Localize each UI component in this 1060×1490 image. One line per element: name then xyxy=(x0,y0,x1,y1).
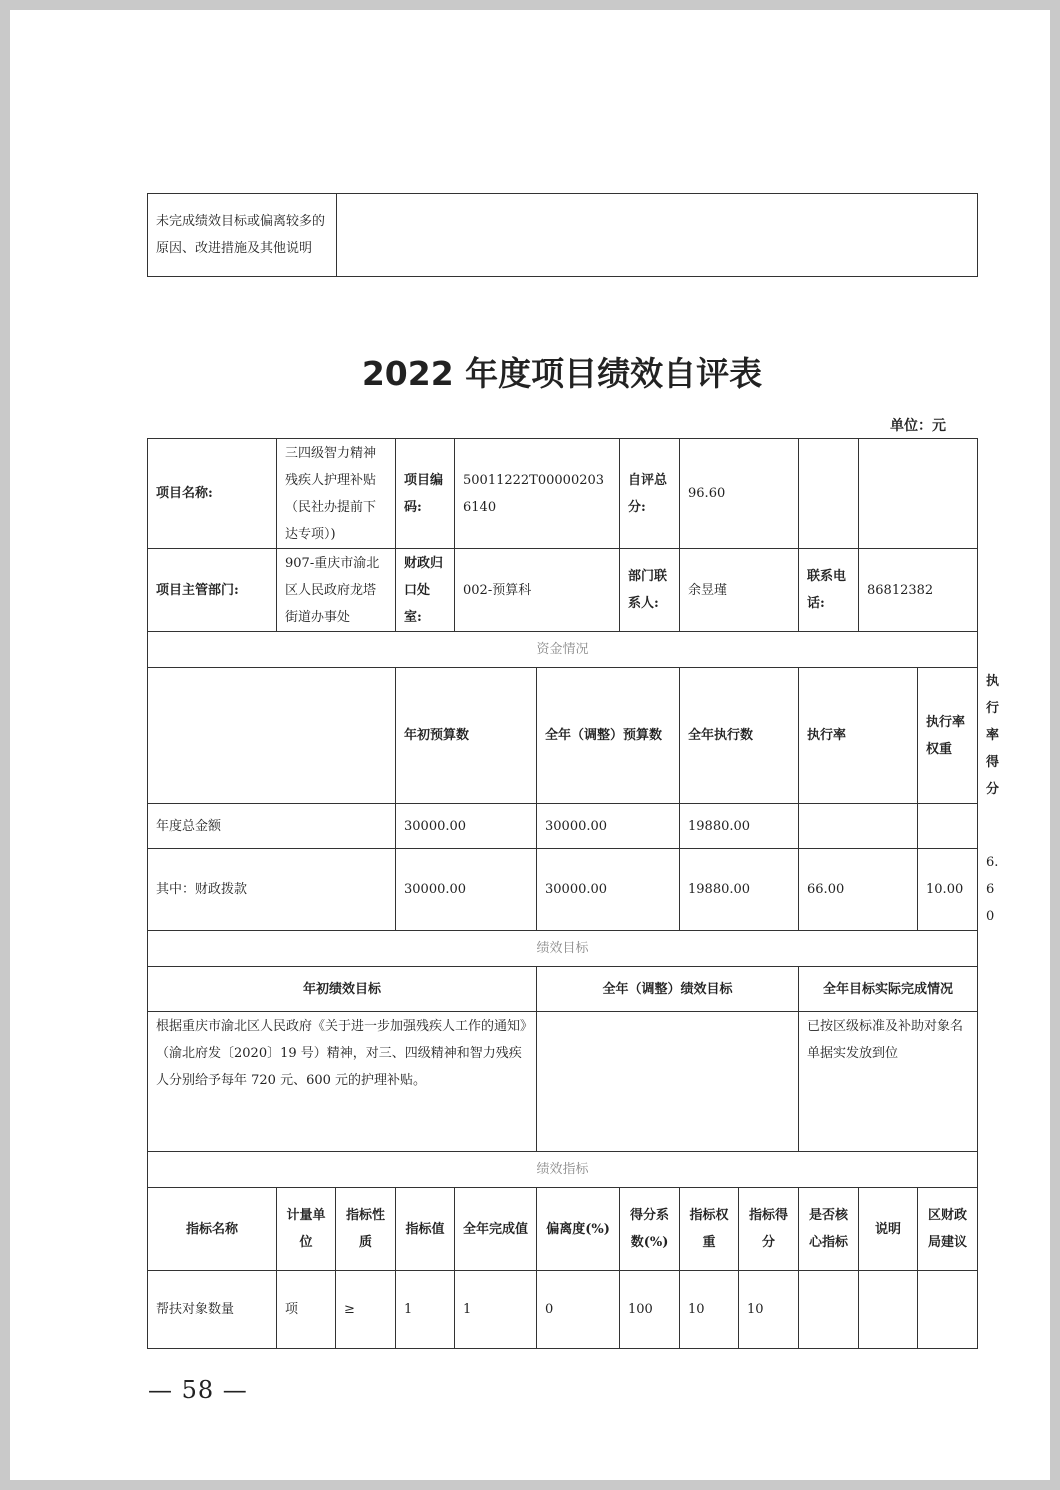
funds-cell: 66.00 xyxy=(799,849,918,931)
indicator-header: 说明 xyxy=(859,1188,918,1271)
funds-header: 全年（调整）预算数 xyxy=(537,668,680,804)
indicator-header: 指标权重 xyxy=(680,1188,739,1271)
score-label: 自评总分: xyxy=(620,439,680,549)
indicator-cell: 0 xyxy=(537,1271,620,1349)
phone-value: 86812382 xyxy=(859,549,978,632)
goals-header-row xyxy=(148,967,978,1012)
indicator-header: 指标值 xyxy=(396,1188,455,1271)
table-row xyxy=(148,804,978,849)
indicator-cell: 帮扶对象数量 xyxy=(148,1271,277,1349)
funds-header: 执行率 xyxy=(799,668,918,804)
funds-cell: 19880.00 xyxy=(680,849,799,931)
unit-label: 单位：元 xyxy=(890,418,946,434)
indicator-cell: ≥ xyxy=(336,1271,396,1349)
goals-section-title: 绩效目标 xyxy=(148,931,978,967)
funds-cell: 年度总金额 xyxy=(148,804,396,849)
table-row: 其中：财政拨款 30000.00 30000.00 19880.00 66.00 10.00 6.60 xyxy=(148,849,978,931)
indicator-cell: 1 xyxy=(455,1271,537,1349)
indicator-header: 区财政局建议 xyxy=(918,1188,978,1271)
indicator-header: 指标名称 xyxy=(148,1188,277,1271)
initial-goal-text: 根据重庆市渝北区人民政府《关于进一步加强残疾人工作的通知》（渝北府发〔2020〕19 号）精神，对三、四级精神和智力残疾人分别给予每年 720 元、600 元的护理补贴。 xyxy=(148,1012,537,1152)
empty-cell xyxy=(799,439,859,549)
indicator-header: 偏离度(%) xyxy=(537,1188,620,1271)
indicator-header: 指标性质 xyxy=(336,1188,396,1271)
funds-cell: 30000.00 xyxy=(537,804,680,849)
goals-content-row xyxy=(148,1012,978,1152)
page-number: — 58 — xyxy=(148,1376,248,1404)
empty-cell xyxy=(859,439,978,549)
funds-cell: 其中：财政拨款 xyxy=(148,849,396,931)
project-row-2 xyxy=(148,549,978,632)
indicator-header: 得分系数(%) xyxy=(620,1188,680,1271)
goals-header: 全年（调整）绩效目标 xyxy=(537,967,799,1012)
funds-cell: 19880.00 xyxy=(680,804,799,849)
funds-cell xyxy=(918,804,978,849)
funds-header: 全年执行数 xyxy=(680,668,799,804)
indicator-cell: 100 xyxy=(620,1271,680,1349)
project-name-value: 三四级智力精神残疾人护理补贴（民社办提前下达专项）) xyxy=(277,439,396,549)
page-title: 2022 年度项目绩效自评表 xyxy=(361,354,763,393)
funds-header: 执行率权重 xyxy=(918,668,978,804)
funds-header xyxy=(148,668,396,804)
office-label: 财政归口处室: xyxy=(396,549,455,632)
indicator-cell: 1 xyxy=(396,1271,455,1349)
funds-cell: 30000.00 xyxy=(537,849,680,931)
funds-cell: 30000.00 xyxy=(396,804,537,849)
table-row xyxy=(148,1271,978,1349)
funds-header: 年初预算数 xyxy=(396,668,537,804)
indicator-cell: 10 xyxy=(739,1271,799,1349)
contact-value: 余昱瑾 xyxy=(680,549,799,632)
funds-header-row: 年初预算数 全年（调整）预算数 全年执行数 执行率 执行率权重 执行率得分 xyxy=(148,668,978,804)
funds-cell: 10.00 xyxy=(918,849,978,931)
project-row-1 xyxy=(148,439,978,549)
document-page xyxy=(10,10,1050,1480)
project-name-label: 项目名称: xyxy=(148,439,277,549)
dept-label: 项目主管部门: xyxy=(148,549,277,632)
phone-label: 联系电话: xyxy=(799,549,859,632)
indicator-header: 全年完成值 xyxy=(455,1188,537,1271)
indicator-header: 指标得分 xyxy=(739,1188,799,1271)
goals-header: 全年目标实际完成情况 xyxy=(799,967,978,1012)
self-evaluation-table xyxy=(147,438,1000,1349)
project-code-label: 项目编码: xyxy=(396,439,455,549)
indicator-cell: 项 xyxy=(277,1271,336,1349)
indicator-cell xyxy=(859,1271,918,1349)
dept-value: 907-重庆市渝北区人民政府龙塔街道办事处 xyxy=(277,549,396,632)
goals-header: 年初绩效目标 xyxy=(148,967,537,1012)
indicators-header-row xyxy=(148,1188,978,1271)
score-value: 96.60 xyxy=(680,439,799,549)
funds-cell: 30000.00 xyxy=(396,849,537,931)
funds-cell xyxy=(799,804,918,849)
contact-label: 部门联系人: xyxy=(620,549,680,632)
indicator-cell: 10 xyxy=(680,1271,739,1349)
indicator-header: 是否核心指标 xyxy=(799,1188,859,1271)
project-code-value: 50011222T000002036140 xyxy=(455,439,620,549)
adjusted-goal-text xyxy=(537,1012,799,1152)
indicator-header: 计量单位 xyxy=(277,1188,336,1271)
indicator-cell xyxy=(918,1271,978,1349)
remarks-label: 未完成绩效目标或偏离较多的原因、改进措施及其他说明 xyxy=(148,194,337,277)
funds-section-title: 资金情况 xyxy=(148,632,978,668)
remarks-table xyxy=(147,193,978,277)
actual-completion-text: 已按区级标准及补助对象名单据实发放到位 xyxy=(799,1012,978,1152)
remarks-value xyxy=(337,194,978,277)
indicator-cell xyxy=(799,1271,859,1349)
office-value: 002-预算科 xyxy=(455,549,620,632)
indicators-section-title: 绩效指标 xyxy=(148,1152,978,1188)
